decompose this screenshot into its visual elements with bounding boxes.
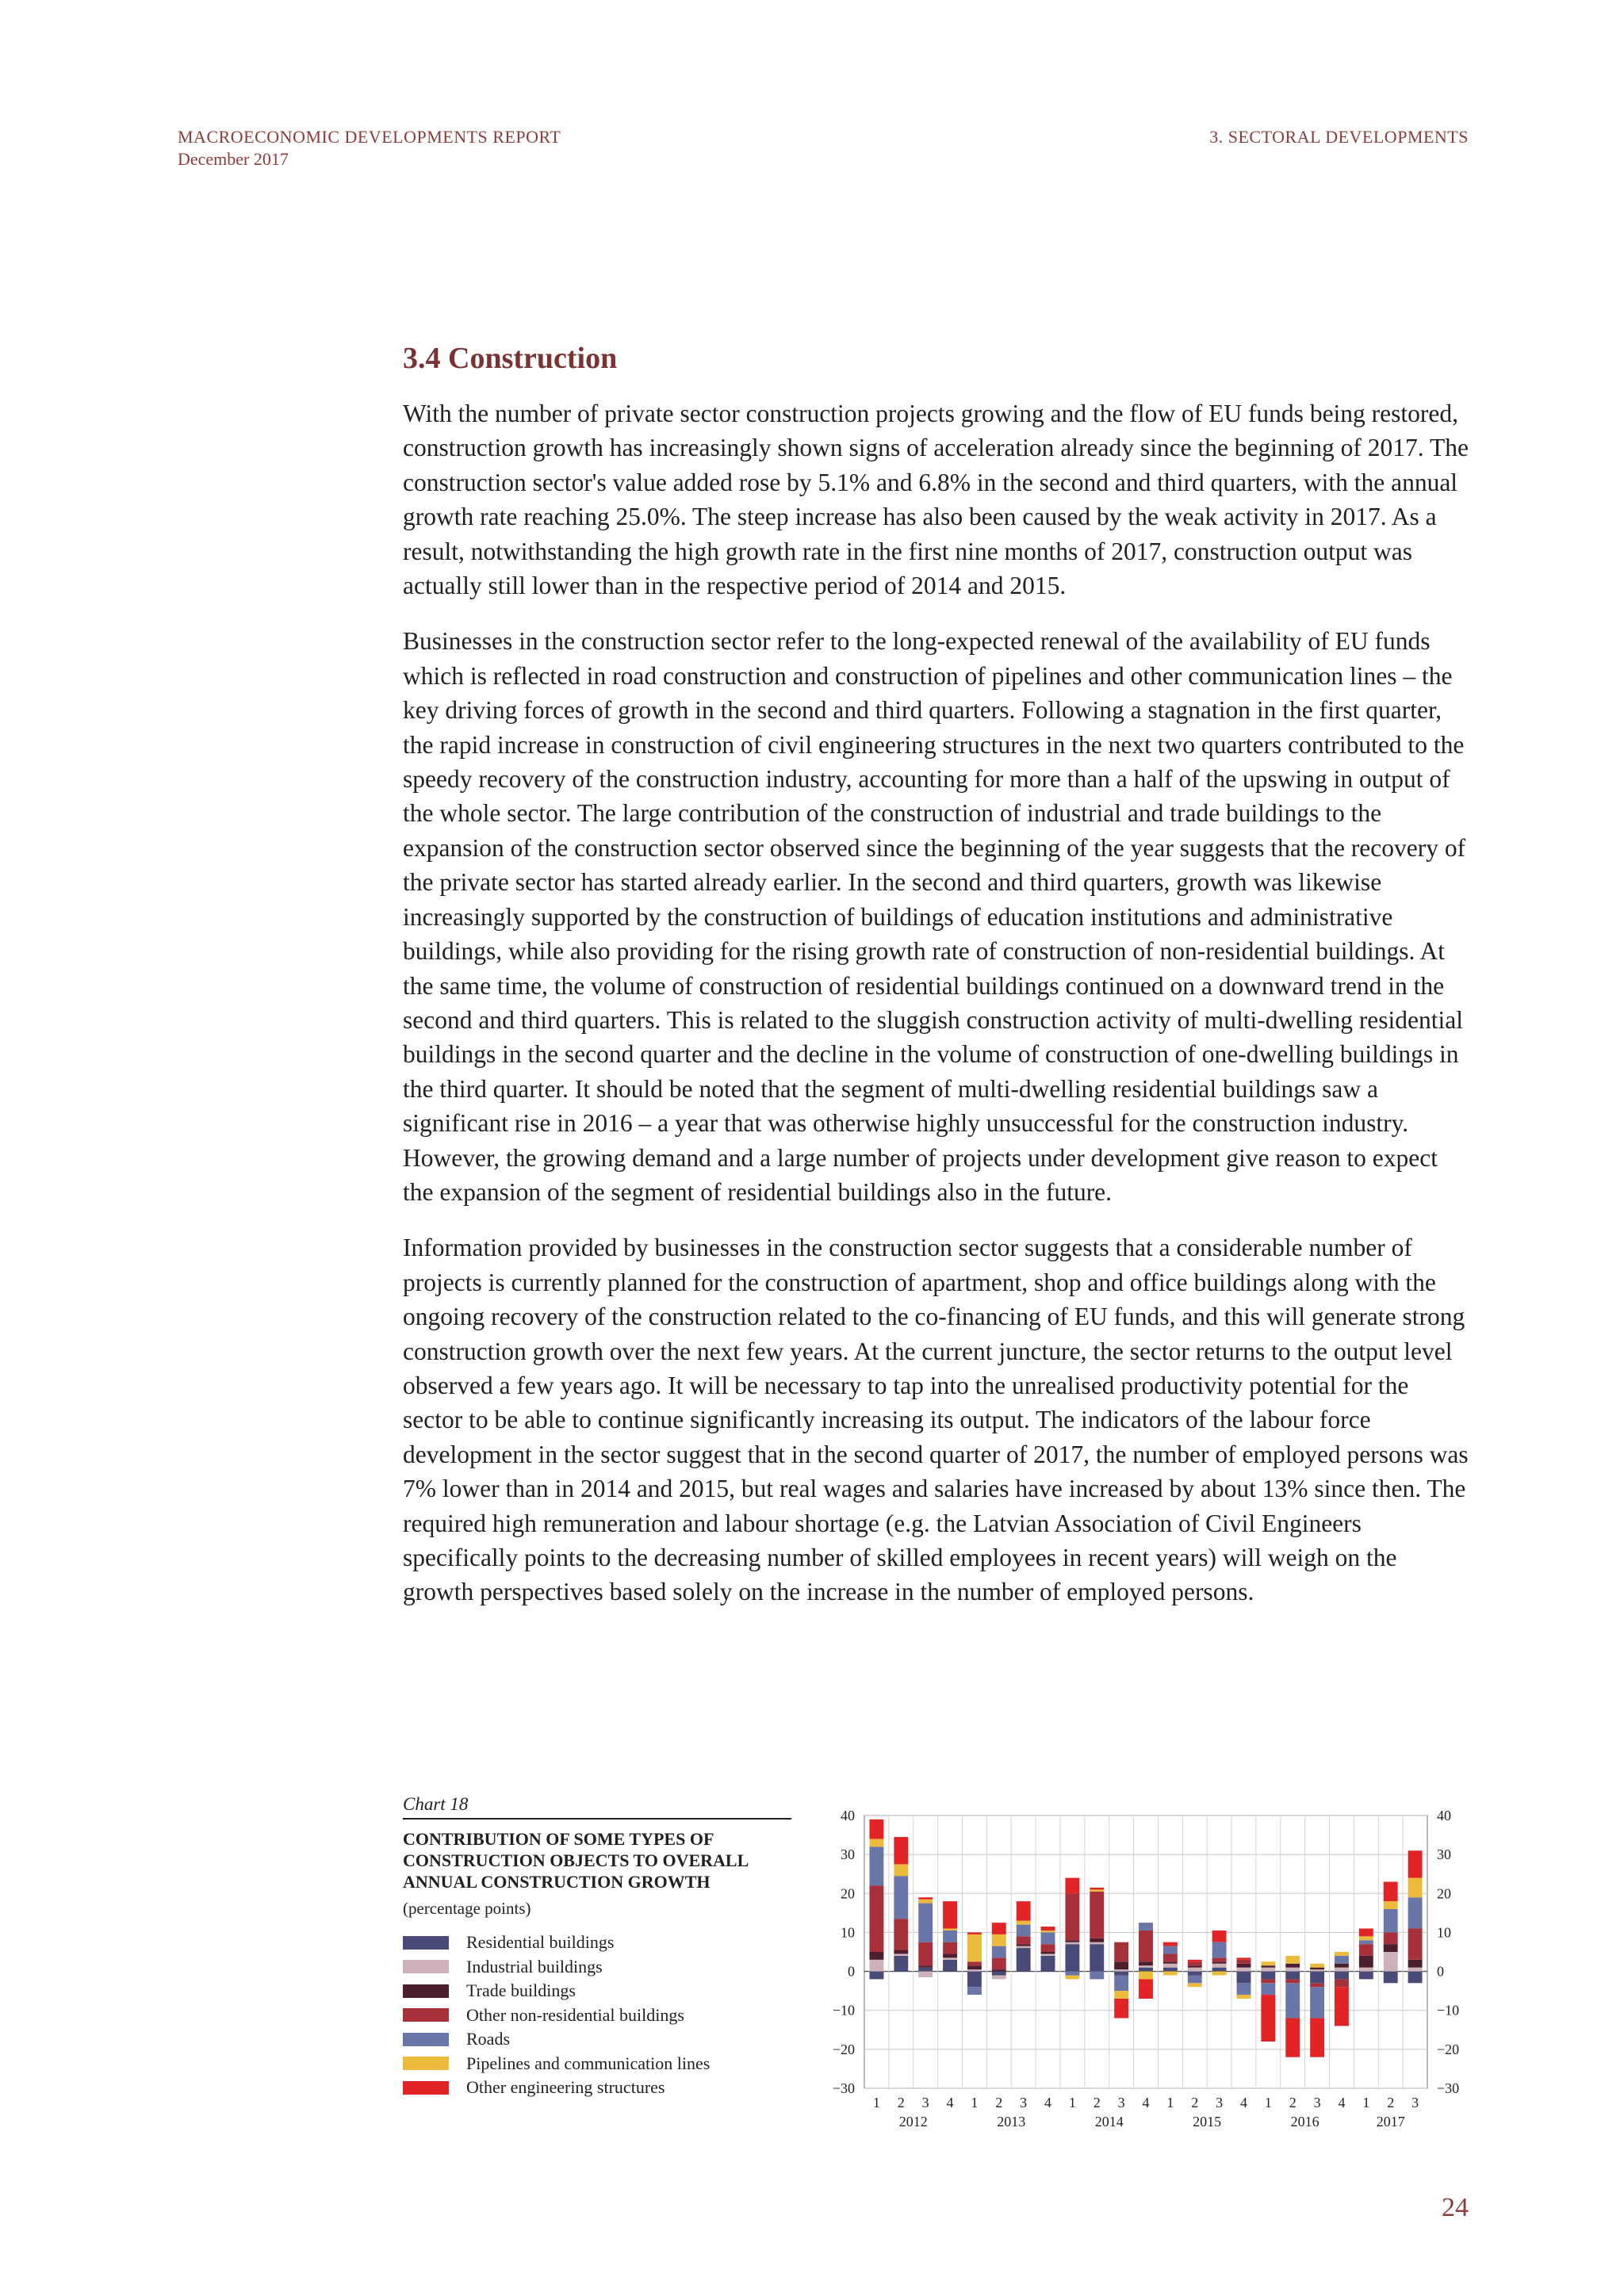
bar-segment [1237,1968,1251,1972]
y-tick-label-right: −20 [1437,2041,1460,2057]
bar-segment [1139,1931,1153,1961]
bar-segment [869,1885,883,1952]
bar-segment [1384,1944,1398,1952]
bar-segment [992,1923,1006,1934]
bar-segment [1335,1952,1349,1956]
bar-segment [1065,1940,1079,1942]
bar-segment [918,1968,933,1972]
bar-segment [1261,1972,1275,1980]
bar-segment [1310,1987,1324,2018]
bar-segment [967,1934,982,1961]
legend-swatch [403,1960,449,1973]
bar-segment [1310,1983,1324,1987]
bar-segment [1285,1972,1300,1980]
bar-segment [1090,1938,1104,1942]
bar-segment [1359,1972,1373,1980]
bar-segment [894,1876,908,1919]
x-year-label: 2013 [997,2114,1026,2130]
bar-segment [1359,1968,1373,1972]
bar-segment [1237,1964,1251,1968]
bar-segment [1114,1969,1128,1971]
x-tick-label: 2 [1387,2095,1395,2110]
bar-segment [1188,1960,1202,1961]
bar-segment [1285,1983,1300,2018]
bar-segment [1163,1964,1178,1968]
bar-segment [1237,1983,1251,1995]
bar-segment [1090,1972,1104,1980]
y-tick-label-right: 30 [1437,1846,1451,1863]
bar-segment [967,1987,982,1995]
y-tick-label-left: −20 [832,2041,855,2057]
bar-segment [1310,1969,1324,1971]
legend-swatch [403,1936,449,1950]
bar-segment [943,1901,957,1928]
bar-segment [1261,1979,1275,1983]
bar-segment [1139,1972,1153,1980]
bar-segment [1261,1995,1275,2042]
legend-swatch [403,2033,449,2046]
bar-segment [1285,1956,1300,1964]
legend-item [403,1931,710,1955]
chart-rule [403,1818,791,1820]
bar-segment [1212,1964,1227,1968]
bar-segment [1310,1964,1324,1968]
legend-item [403,2052,710,2076]
bar-segment [1041,1954,1055,1955]
bar-segment [992,1972,1006,1976]
bar-segment [869,1960,883,1972]
bar-segment [992,1946,1006,1958]
bar-segment [943,1942,957,1954]
legend-label: Roads [466,2029,510,2049]
bar-segment [967,1961,982,1965]
x-tick-label: 3 [1216,2095,1224,2110]
legend-label: Pipelines and communication lines [466,2053,710,2073]
bar-segment [1384,1909,1398,1932]
bar-segment [1065,1944,1079,1971]
bar-segment [1188,1961,1202,1965]
y-tick-label-left: 20 [841,1885,855,1902]
x-tick-label: 4 [946,2095,954,2110]
bar-segment [1114,1972,1128,1976]
legend-label: Other non-residential buildings [466,2004,684,2025]
bar-segment [1384,1952,1398,1972]
bar-segment [869,1952,883,1960]
x-tick-label: 1 [872,2095,880,2110]
y-tick-label-right: 40 [1437,1808,1451,1823]
x-tick-label: 3 [1117,2095,1125,2110]
bar-segment [1114,1999,1128,2019]
bar-segment [1065,1878,1079,1894]
bar-segment [1114,1975,1128,1991]
y-tick-label-left: −10 [832,2002,855,2019]
y-tick-label-right: 0 [1437,1963,1444,1980]
bar-segment [1188,1972,1202,1976]
bar-segment [943,1954,957,1957]
paragraph: Businesses in the construction sector refer to the long-expected renewal of the availability of EU funds which is reflected in road construction and construction of pipelines and other communication lines – the key driving forces of growth in the second and third quarters. Following a stagnation in the first quarter, the rapid increase in construction of civil engineering structures in the next two quarters contributed to the speedy recovery of the construction industry, accounting for more than a half of the upswing in output of the whole sector. The large contribution of the construction of industrial and trade buildings to the expansion of the construction sector observed since the beginning of the year suggests that the recovery of the private sector has started already earlier. In the second and third quarters, growth was likewise increasingly supported by the construction of buildings of education institutions and administrative buildings, while also providing for the rising growth rate of construction of non-residential buildings. At the same time, the volume of construction of residential buildings continued on a downward trend in the second and third quarters. This is related to the sluggish construction activity of multi-dwelling residential buildings in the second quarter and the decline in the volume of construction of one-dwelling buildings in the third quarter. It should be noted that the segment of multi-dwelling residential buildings saw a significant rise in 2016 – a year that was otherwise highly unsuccessful for the construction industry. However, the growing demand and a large number of projects under development give reason to expect the expansion of the segment of residential buildings also in the future. [403,627,1466,1206]
bar-segment [1384,1901,1398,1909]
bar-segment [943,1931,957,1942]
legend-item [403,1955,710,1980]
bar-segment [1408,1968,1423,1972]
y-tick-label-right: 10 [1437,1924,1451,1941]
bar-segment [1017,1936,1031,1944]
bar-segment [1310,2019,1324,2057]
bar-segment [1041,1952,1055,1954]
bar-segment [1261,1968,1275,1972]
x-tick-label: 3 [1313,2095,1321,2110]
bar-segment [967,1965,982,1969]
bar-segment [918,1942,933,1965]
y-tick-label-left: 30 [841,1846,855,1863]
chart-legend [403,1931,710,2100]
x-tick-label: 2 [995,2095,1003,2110]
bar-segment [1335,1956,1349,1964]
x-tick-label: 2 [1093,2095,1101,2110]
y-tick-label-right: −30 [1437,2080,1460,2096]
bar-segment [1285,2019,1300,2057]
bar-segment [967,1932,982,1934]
y-tick-label-left: 10 [841,1924,855,1941]
bar-segment [1163,1972,1178,1976]
x-tick-label: 4 [1338,2095,1346,2110]
bar-segment [1384,1972,1398,1984]
y-tick-label-right: 20 [1437,1885,1451,1902]
x-tick-label: 3 [1411,2095,1419,2110]
bar-segment [894,1837,908,1864]
bar-segment [1017,1921,1031,1925]
bar-segment [1408,1929,1423,1960]
x-tick-label: 3 [1020,2095,1028,2110]
chart-title: CONTRIBUTION OF SOME TYPES OF CONSTRUCTION OBJECTS TO OVERALL ANNUAL CONSTRUCTION GROWTH [403,1829,749,1892]
bar-segment [1163,1968,1178,1972]
bar-segment [1212,1942,1227,1958]
bar-segment [1163,1961,1178,1963]
legend-swatch [403,1984,449,1998]
bar-segment [1017,1901,1031,1921]
bar-segment [1114,1942,1128,1962]
page-number: 24 [1442,2193,1469,2222]
x-tick-label: 4 [1044,2095,1052,2110]
running-header-title: MACROECONOMIC DEVELOPMENTS REPORT [178,127,561,147]
bar-segment [1384,1932,1398,1944]
legend-label: Other engineering structures [466,2077,665,2098]
bar-segment [1163,1942,1178,1946]
x-year-label: 2014 [1094,2114,1124,2130]
bar-segment [1261,1965,1275,1967]
legend-swatch [403,2057,449,2070]
bar-segment [943,1929,957,1931]
x-year-label: 2012 [898,2114,928,2130]
bar-segment [1017,1946,1031,1948]
x-tick-label: 1 [1068,2095,1076,2110]
bar-segment [1335,1964,1349,1968]
bar-segment [1310,1972,1324,1984]
y-tick-label-left: −30 [832,2080,855,2096]
bar-segment [1139,1968,1153,1972]
bar-segment [943,1957,957,1959]
y-tick-label-left: 40 [841,1808,855,1823]
bar-segment [1139,1979,1153,1999]
x-tick-label: 2 [1289,2095,1297,2110]
bar-segment [1090,1888,1104,1889]
bar-segment [1335,1968,1349,1972]
bar-segment [869,1846,883,1885]
bar-segment [1188,1965,1202,1967]
paragraph: With the number of private sector construction projects growing and the flow of EU funds being restored, construction growth has increasingly shown signs of acceleration already since the beginning of 2017. The construction sector's value added rose by 5.1% and 6.8% in the second and third quarters, with the annual growth rate reaching 25.0%. The steep increase has also been caused by the weak activity in 2017. As a result, notwithstanding the high growth rate in the first nine months of 2017, construction output was actually still lower than in the respective period of 2014 and 2015. [403,400,1469,600]
bar-segment [1212,1961,1227,1963]
bar-segment [992,1969,1006,1971]
bar-segment [1237,1972,1251,1984]
bar-segment [1065,1975,1079,1979]
y-tick-label-right: −10 [1437,2002,1460,2019]
bar-segment [1139,1965,1153,1967]
bar-segment [1090,1889,1104,1891]
y-tick-label-left: 0 [848,1963,855,1980]
bar-segment [894,1919,908,1950]
bar-segment [1408,1850,1423,1877]
x-year-label: 2017 [1376,2114,1405,2130]
bar-segment [918,1897,933,1899]
bar-segment [1017,1925,1031,1937]
x-tick-label: 3 [921,2095,929,2110]
bar-segment [1359,1936,1373,1940]
x-tick-label: 1 [1264,2095,1272,2110]
bar-segment [1359,1944,1373,1956]
bar-segment [1114,1961,1128,1969]
bar-segment [1261,1961,1275,1965]
bar-segment [1065,1893,1079,1940]
bar-segment [1212,1972,1227,1976]
bar-segment [1212,1968,1227,1972]
bar-segment [967,1969,982,1971]
bar-segment [1285,1979,1300,1983]
bar-segment [1090,1892,1104,1938]
legend-item [403,1979,710,2003]
bar-segment [1017,1944,1031,1946]
bar-segment [943,1960,957,1972]
stacked-bar-chart [817,1792,1475,2156]
bar-segment [1139,1961,1153,1965]
legend-item [403,2027,710,2052]
bar-segment [967,1972,982,1988]
bar-segment [1163,1954,1178,1961]
bar-segment [1408,1897,1423,1928]
body-text [403,396,1473,1631]
bar-segment [1335,1972,1349,1980]
bar-segment [1188,1983,1202,1987]
bar-segment [1408,1878,1423,1898]
bar-segment [1212,1957,1227,1961]
bar-segment [1065,1942,1079,1944]
bar-segment [918,1904,933,1942]
bar-segment [1114,1991,1128,1999]
bar-segment [1285,1964,1300,1968]
bar-segment [918,1972,933,1977]
legend-item [403,2003,710,2028]
bar-segment [1090,1942,1104,1944]
bar-segment [1237,1995,1251,1999]
chart-subtitle: (percentage points) [403,1899,531,1918]
x-tick-label: 4 [1239,2095,1247,2110]
bar-segment [894,1956,908,1972]
bar-segment [1188,1968,1202,1972]
x-tick-label: 1 [1166,2095,1174,2110]
bar-segment [1335,1979,1349,1987]
bar-segment [1237,1957,1251,1959]
bar-segment [1041,1927,1055,1931]
bar-segment [1065,1972,1079,1976]
bar-segment [1041,1944,1055,1952]
bar-segment [1212,1931,1227,1942]
bar-segment [1139,1923,1153,1931]
bar-segment [894,1864,908,1876]
bar-segment [1384,1882,1398,1902]
bar-segment [992,1957,1006,1969]
x-tick-label: 1 [1362,2095,1370,2110]
bar-segment [894,1950,908,1954]
bar-segment [894,1954,908,1955]
x-tick-label: 4 [1142,2095,1150,2110]
bar-segment [1041,1956,1055,1972]
bar-segment [992,1934,1006,1946]
bar-segment [1310,1968,1324,1969]
x-tick-label: 2 [897,2095,905,2110]
bar-segment [918,1965,933,1967]
legend-label: Residential buildings [466,1932,615,1953]
bar-segment [1163,1946,1178,1954]
legend-swatch [403,2081,449,2095]
x-year-label: 2015 [1193,2114,1222,2130]
bar-segment [1090,1944,1104,1971]
bar-segment [1041,1932,1055,1944]
legend-label: Industrial buildings [466,1956,603,1976]
running-header-date: December 2017 [178,149,289,169]
bar-segment [1359,1940,1373,1944]
bar-segment [869,1820,883,1839]
chart-area [817,1792,1475,2156]
bar-segment [1237,1960,1251,1964]
bar-segment [1017,1948,1031,1971]
legend-swatch [403,2008,449,2022]
bar-segment [918,1900,933,1904]
x-tick-label: 2 [1191,2095,1199,2110]
bar-segment [1188,1975,1202,1983]
chart-label: Chart 18 [403,1794,469,1814]
legend-label: Trade buildings [466,1980,576,2001]
running-header-section: 3. SECTORAL DEVELOPMENTS [1209,127,1469,147]
bar-segment [1408,1960,1423,1968]
bar-segment [1261,1983,1275,1995]
bar-segment [1041,1931,1055,1932]
bar-segment [1359,1956,1373,1968]
x-tick-label: 1 [971,2095,979,2110]
x-year-label: 2016 [1290,2114,1320,2130]
bar-segment [869,1839,883,1846]
section-title: 3.4 Construction [403,342,618,375]
bar-segment [1359,1929,1373,1937]
bar-segment [1335,1987,1349,2026]
bar-segment [1408,1972,1423,1984]
bar-segment [869,1972,883,1980]
paragraph: Information provided by businesses in the construction sector suggests that a considerable number of projects is currently planned for the construction of apartment, shop and office buildings along with the ongoing recovery of the construction related to the co-financing of EU funds, and this will generate strong construction growth over the next few years. At the current juncture, the sector returns to the output level observed a few years ago. It will be necessary to tap into the unrealised productivity potential for the sector to be able to continue significantly increasing its output. The indicators of the labour force development in the sector suggest that in the second quarter of 2017, the number of employed persons was 7% lower than in 2014 and 2015, but real wages and salaries have increased by about 13% since then. The required high remuneration and labour shortage (e.g. the Latvian Association of Civil Engineers specifically points to the decreasing number of skilled employees in recent years) will weigh on the growth perspectives based solely on the increase in the number of employed persons. [403,1234,1469,1606]
legend-item [403,2076,710,2100]
bar-segment [992,1975,1006,1979]
bar-segment [1285,1968,1300,1972]
